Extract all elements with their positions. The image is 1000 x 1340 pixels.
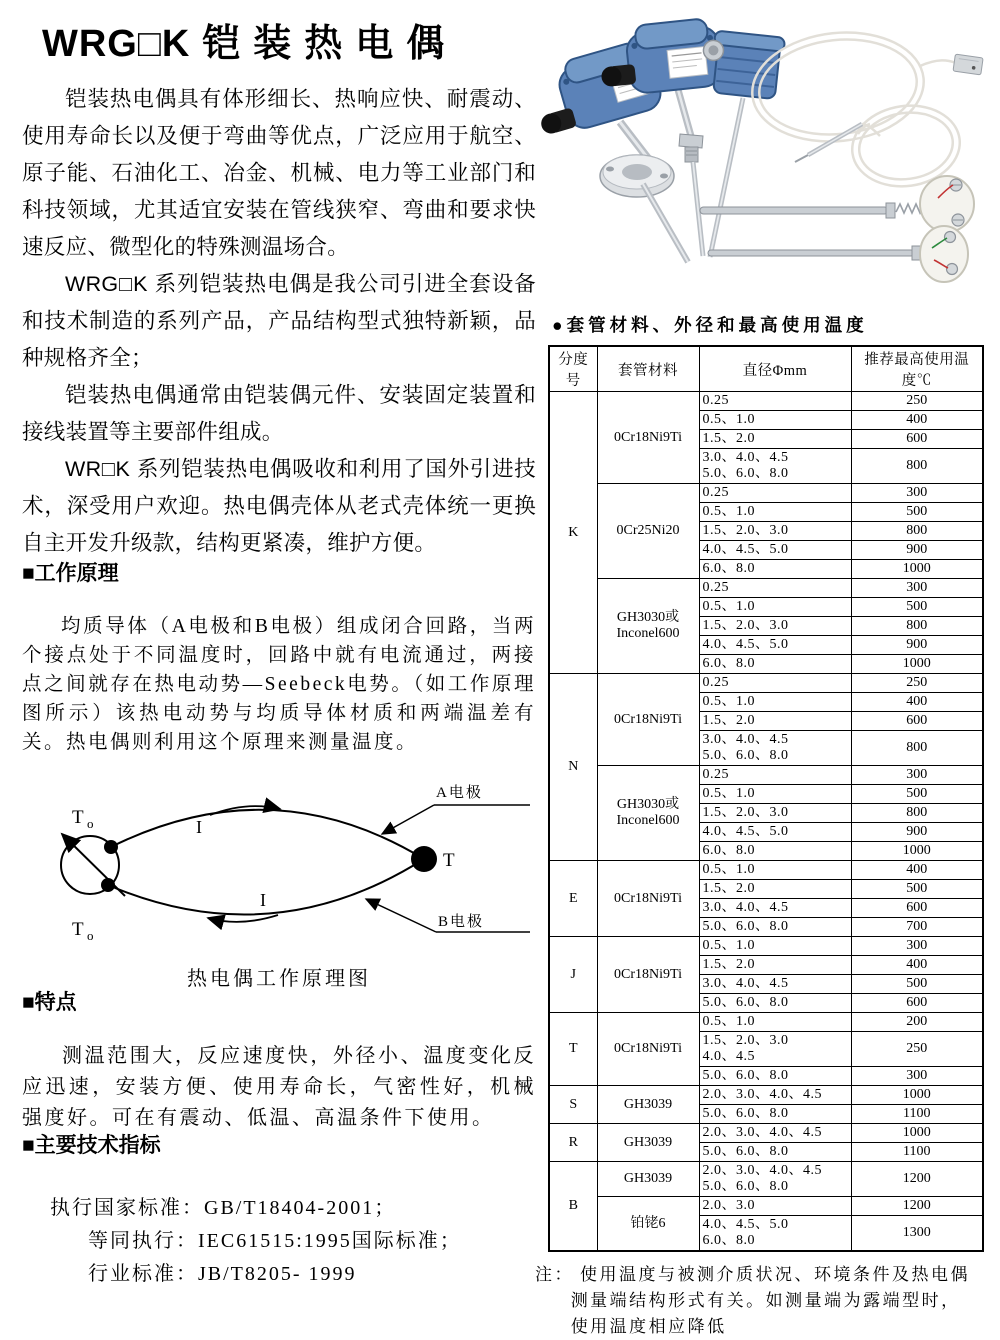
diameter-cell: 0.5、1.0 <box>699 503 851 522</box>
table-row <box>549 674 983 693</box>
material-cell: 0Cr18Ni9Ti <box>597 861 699 937</box>
material-cell: GH3039 <box>597 1086 699 1124</box>
material-cell: GH3030或 Inconel600 <box>597 579 699 674</box>
diameter-cell: 2.0、3.0 <box>699 1197 851 1216</box>
temp-cell: 1200 <box>851 1197 983 1216</box>
table-row <box>549 1197 983 1216</box>
temp-cell: 500 <box>851 598 983 617</box>
diameter-cell: 4.0、4.5、5.0 6.0、8.0 <box>699 1216 851 1252</box>
diameter-cell: 1.5、2.0 <box>699 430 851 449</box>
probe-assembly-icon <box>708 226 968 282</box>
grade-cell: J <box>549 937 597 1013</box>
left-column <box>22 6 536 1291</box>
temp-cell: 800 <box>851 731 983 766</box>
features-body: 测温范围大，反应速度快，外径小、温度变化反应迅速，安装方便、使用寿命长，气密性好，机械强度好。可在有震动、低温、高温条件下使用。 <box>22 1045 536 1129</box>
temp-cell: 600 <box>851 994 983 1013</box>
table-section-title: ●套管材料、外径和最高使用温度 <box>552 315 868 335</box>
grade-cell: K <box>549 392 597 674</box>
table-row <box>549 392 983 411</box>
intro-paragraph-4: WR□K 系列铠装热电偶吸收和利用了国外引进技术，深受用户欢迎。热电偶壳体从老式壳体统一更换自主开发升级款，结构更紧凑，维护方便。 <box>22 457 536 555</box>
probe-assembly-icon <box>700 176 974 232</box>
diameter-cell: 4.0、4.5、5.0 <box>699 636 851 655</box>
diameter-cell: 6.0、8.0 <box>699 560 851 579</box>
note-line-2: 测量端结构形式有关。如测量端为露端型时， <box>570 1291 961 1310</box>
temp-cell: 250 <box>851 674 983 693</box>
section-heading-principle: ■工作原理 <box>22 562 119 585</box>
diameter-cell: 0.25 <box>699 392 851 411</box>
note-line-1 <box>535 1262 1000 1288</box>
diameter-cell: 5.0、6.0、8.0 <box>699 994 851 1013</box>
standard-line-iec: 等同执行：IEC61515:1995国际标准； <box>88 1230 462 1252</box>
diameter-cell: 4.0、4.5、5.0 <box>699 541 851 560</box>
material-table <box>548 345 984 1252</box>
note <box>535 1262 1000 1340</box>
note-prefix: 注： <box>535 1265 574 1284</box>
table-row <box>549 1013 983 1032</box>
page-title <box>42 12 536 67</box>
cold-junction-label-bottom: T <box>72 919 84 940</box>
temp-cell: 300 <box>851 937 983 956</box>
section-heading-features: ■特点 <box>22 991 77 1014</box>
diameter-cell: 0.5、1.0 <box>699 1013 851 1032</box>
temp-cell: 1100 <box>851 1105 983 1124</box>
hot-junction-dot <box>411 846 437 872</box>
intro-paragraph-1: 铠装热电偶具有体形细长、热响应快、耐震动、使用寿命长以及便于弯曲等优点，广泛应用于航空、原子能、石油化工、冶金、机械、电力等工业部门和科技领域，尤其适宜安装在管线狭窄、弯曲和要求快速反应、微型化的特殊测温场合。 <box>22 87 536 259</box>
temp-cell: 500 <box>851 975 983 994</box>
diameter-cell: 0.25 <box>699 674 851 693</box>
material-cell: 0Cr18Ni9Ti <box>597 674 699 766</box>
material-cell: GH3039 <box>597 1124 699 1162</box>
wire-connector-icon <box>953 54 983 75</box>
diameter-cell: 2.0、3.0、4.0、4.5 <box>699 1086 851 1105</box>
hot-junction-label: T <box>443 850 455 871</box>
diameter-cell: 5.0、6.0、8.0 <box>699 1105 851 1124</box>
diameter-cell: 6.0、8.0 <box>699 842 851 861</box>
diameter-cell: 3.0、4.0、4.5 5.0、6.0、8.0 <box>699 449 851 484</box>
cold-junction-label-top: T <box>72 807 84 828</box>
electrode-b-label: B电极 <box>438 914 485 930</box>
col-header-grade: 分度号 <box>549 346 597 392</box>
diameter-cell: 0.5、1.0 <box>699 937 851 956</box>
standards-list <box>22 1192 536 1291</box>
diameter-cell: 0.25 <box>699 579 851 598</box>
diameter-cell: 0.5、1.0 <box>699 598 851 617</box>
temp-cell: 700 <box>851 918 983 937</box>
note-text-1: 使用温度与被测介质状况、环境条件及热电偶 <box>580 1265 970 1284</box>
temp-cell: 1000 <box>851 842 983 861</box>
table-header-row <box>549 346 983 392</box>
temp-cell: 800 <box>851 522 983 541</box>
temp-cell: 300 <box>851 484 983 503</box>
current-label-top: I <box>196 817 202 837</box>
temp-cell: 400 <box>851 693 983 712</box>
grade-cell: E <box>549 861 597 937</box>
temp-cell: 1000 <box>851 655 983 674</box>
temp-cell: 250 <box>851 1032 983 1067</box>
table-row <box>549 1124 983 1143</box>
diameter-cell: 1.5、2.0、3.0 4.0、4.5 <box>699 1032 851 1067</box>
cold-junction-sub-top: o <box>87 816 94 831</box>
table-row <box>549 766 983 785</box>
material-cell: 0Cr18Ni9Ti <box>597 1013 699 1086</box>
temp-cell: 400 <box>851 861 983 880</box>
page-title-code: WRG□K <box>42 23 191 65</box>
diameter-cell: 3.0、4.0、4.5 5.0、6.0、8.0 <box>699 731 851 766</box>
material-cell: 0Cr18Ni9Ti <box>597 937 699 1013</box>
temp-cell: 1300 <box>851 1216 983 1252</box>
diameter-cell: 0.25 <box>699 484 851 503</box>
diameter-cell: 5.0、6.0、8.0 <box>699 918 851 937</box>
diameter-cell: 1.5、2.0 <box>699 712 851 731</box>
principle-body: 均质导体（A电极和B电极）组成闭合回路，当两个接点处于不同温度时，回路中就有电流通过，两接点之间就存在热电动势—Seebeck电势。（如工作原理图所示）该热电动势与均质导体材质和两端温差有关。热电偶则利用这个原理来测量温度。 <box>22 616 536 753</box>
grade-cell: N <box>549 674 597 861</box>
grade-cell: S <box>549 1086 597 1124</box>
working-principle-diagram <box>22 765 536 991</box>
section-heading-specs: ■主要技术指标 <box>22 1134 161 1157</box>
col-header-diameter: 直径Φmm <box>699 346 851 392</box>
temp-cell: 600 <box>851 712 983 731</box>
material-cell: 0Cr25Ni20 <box>597 484 699 579</box>
temp-cell: 1000 <box>851 1124 983 1143</box>
material-table-body <box>549 392 983 1252</box>
grade-cell: R <box>549 1124 597 1162</box>
col-header-temp: 推荐最高使用温度℃ <box>851 346 983 392</box>
temp-cell: 400 <box>851 411 983 430</box>
temp-cell: 300 <box>851 579 983 598</box>
wire-thermocouple-icon <box>747 24 965 193</box>
temp-cell: 1000 <box>851 1086 983 1105</box>
grade-cell: T <box>549 1013 597 1086</box>
cold-junction-sub-bottom: o <box>87 928 94 943</box>
material-cell: GH3030或 Inconel600 <box>597 766 699 861</box>
diameter-cell: 0.5、1.0 <box>699 861 851 880</box>
standard-line-industry: 行业标准：JB/T8205- 1999 <box>88 1263 357 1285</box>
table-row <box>549 579 983 598</box>
table-row <box>549 1162 983 1197</box>
product-photo <box>540 14 1000 310</box>
material-cell: 0Cr18Ni9Ti <box>597 392 699 484</box>
temp-cell: 800 <box>851 449 983 484</box>
diameter-cell: 0.5、1.0 <box>699 693 851 712</box>
diagram-caption: 热电偶工作原理图 <box>187 968 371 990</box>
material-cell: 铂铑6 <box>597 1197 699 1252</box>
diameter-cell: 1.5、2.0 <box>699 956 851 975</box>
diameter-cell: 0.25 <box>699 766 851 785</box>
temp-cell: 300 <box>851 766 983 785</box>
diameter-cell: 4.0、4.5、5.0 <box>699 823 851 842</box>
diameter-cell: 0.5、1.0 <box>699 785 851 804</box>
temp-cell: 500 <box>851 880 983 899</box>
page-title-cjk: 铠装热电偶 <box>202 23 458 65</box>
temp-cell: 200 <box>851 1013 983 1032</box>
diameter-cell: 0.5、1.0 <box>699 411 851 430</box>
diameter-cell: 3.0、4.0、4.5 <box>699 899 851 918</box>
temp-cell: 500 <box>851 785 983 804</box>
table-row <box>549 937 983 956</box>
temp-cell: 600 <box>851 899 983 918</box>
temp-cell: 800 <box>851 804 983 823</box>
temp-cell: 300 <box>851 1067 983 1086</box>
diameter-cell: 5.0、6.0、8.0 <box>699 1067 851 1086</box>
diameter-cell: 2.0、3.0、4.0、4.5 5.0、6.0、8.0 <box>699 1162 851 1197</box>
intro-paragraph-3: 铠装热电偶通常由铠装偶元件、安装固定装置和接线装置等主要部件组成。 <box>22 383 536 444</box>
diameter-cell: 2.0、3.0、4.0、4.5 <box>699 1124 851 1143</box>
diameter-cell: 3.0、4.0、4.5 <box>699 975 851 994</box>
grade-cell: B <box>549 1162 597 1252</box>
temp-cell: 600 <box>851 430 983 449</box>
temp-cell: 250 <box>851 392 983 411</box>
table-row <box>549 861 983 880</box>
thermocouple-loop-diagram <box>22 765 534 953</box>
diameter-cell: 1.5、2.0 <box>699 880 851 899</box>
temp-cell: 900 <box>851 636 983 655</box>
note-line-3: 使用温度相应降低 <box>570 1317 727 1336</box>
temp-cell: 400 <box>851 956 983 975</box>
temp-cell: 1200 <box>851 1162 983 1197</box>
diameter-cell: 1.5、2.0、3.0 <box>699 617 851 636</box>
table-row <box>549 1086 983 1105</box>
temp-cell: 500 <box>851 503 983 522</box>
current-label-bottom: I <box>260 890 266 910</box>
temp-cell: 800 <box>851 617 983 636</box>
diameter-cell: 1.5、2.0、3.0 <box>699 804 851 823</box>
standard-line-national: 执行国家标准：GB/T18404-2001； <box>50 1197 397 1219</box>
diameter-cell: 1.5、2.0、3.0 <box>699 522 851 541</box>
diameter-cell: 5.0、6.0、8.0 <box>699 1143 851 1162</box>
diameter-cell: 6.0、8.0 <box>699 655 851 674</box>
electrode-a-label: A电极 <box>436 785 483 801</box>
right-column <box>535 314 1000 1340</box>
material-cell: GH3039 <box>597 1162 699 1197</box>
temp-cell: 900 <box>851 541 983 560</box>
temp-cell: 1100 <box>851 1143 983 1162</box>
intro-paragraph-2: WRG□K 系列铠装热电偶是我公司引进全套设备和技术制造的系列产品，产品结构型式独特新颖，品种规格齐全； <box>22 272 536 370</box>
col-header-material: 套管材料 <box>597 346 699 392</box>
temp-cell: 1000 <box>851 560 983 579</box>
temp-cell: 900 <box>851 823 983 842</box>
table-row <box>549 484 983 503</box>
